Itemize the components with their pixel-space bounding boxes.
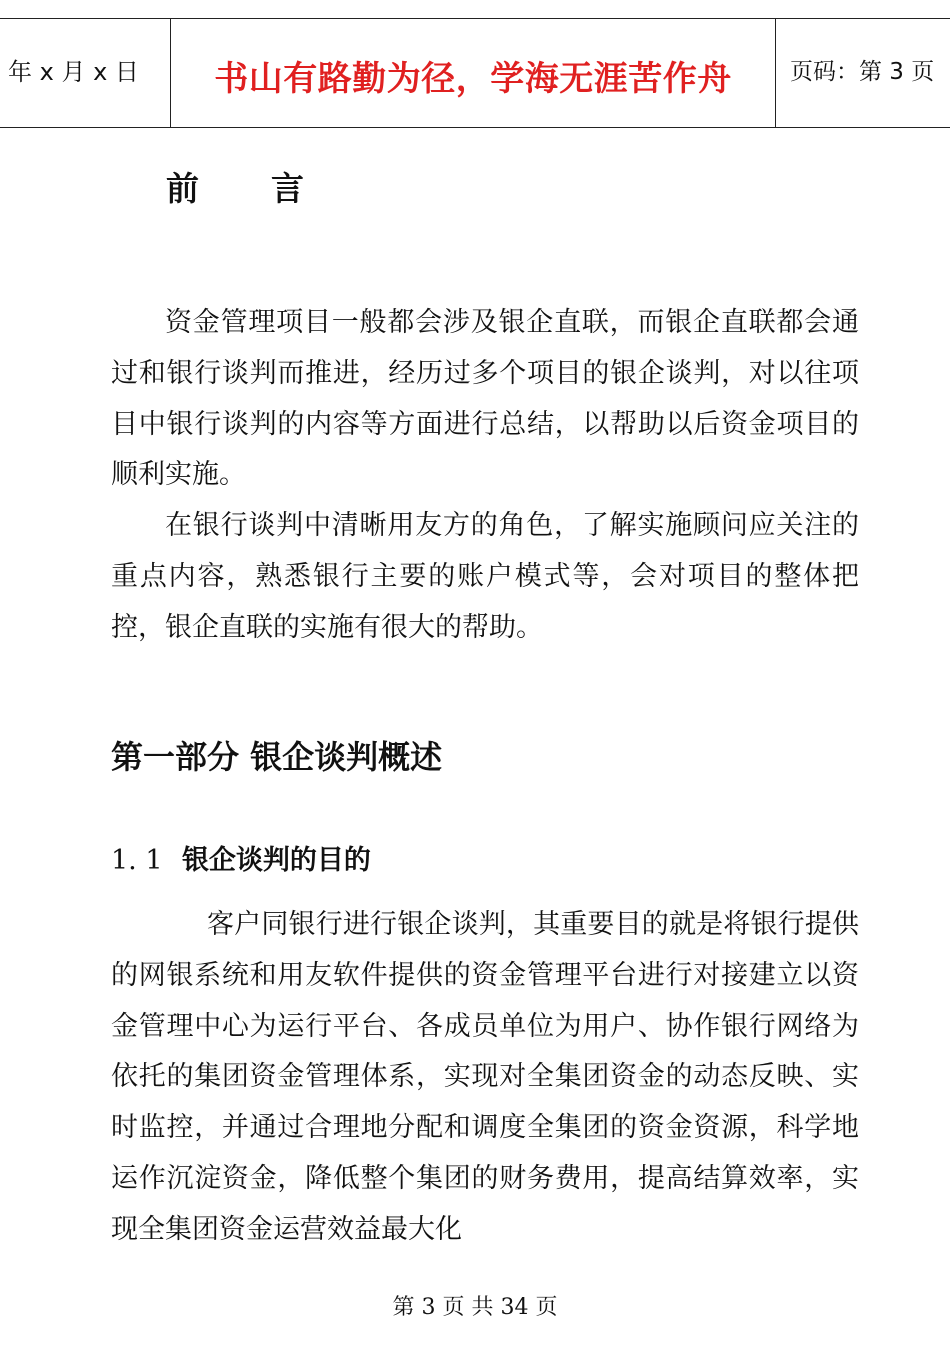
page-header	[0, 18, 950, 128]
header-motto: 书山有路勤为径，学海无涯苦作舟	[171, 19, 776, 127]
page-footer: 第 3 页 共 34 页	[392, 1295, 558, 1320]
section-number: 1. 1	[111, 845, 163, 876]
section-paragraph: 客户同银行进行银企谈判，其重要目的就是将银行提供的网银系统和用友软件提供的资金管理平台进行对接建立以资金管理中心为运行平台、各成员单位为用户、协作银行网络为依托的集团资金管理体系，实现对全集团资金的动态反映、实时监控，并通过合理地分配和调度全集团的资金资源，科学地运作沉淀资金，降低整个集团的财务费用，提高结算效率，实现全集团资金运营效益最大化	[111, 909, 859, 1245]
preface-title: 前言	[166, 169, 376, 208]
section-title: 银企谈判的目的	[181, 845, 371, 876]
section-heading	[111, 838, 371, 877]
header-page-number: 页码：第 3 页	[790, 58, 935, 85]
header-date: 年 x 月 x 日	[0, 19, 171, 127]
preface-paragraph-2: 在银行谈判中清晰用友方的角色，了解实施顾问应关注的重点内容，熟悉银行主要的账户模式等，会对项目的整体把控，银企直联的实施有很大的帮助。	[111, 510, 859, 643]
preface-paragraph-1: 资金管理项目一般都会涉及银企直联，而银企直联都会通过和银行谈判而推进，经历过多个项目的银企谈判，对以往项目中银行谈判的内容等方面进行总结，以帮助以后资金项目的顺利实施。	[111, 307, 859, 491]
part-heading: 第一部分 银企谈判概述	[111, 738, 443, 776]
